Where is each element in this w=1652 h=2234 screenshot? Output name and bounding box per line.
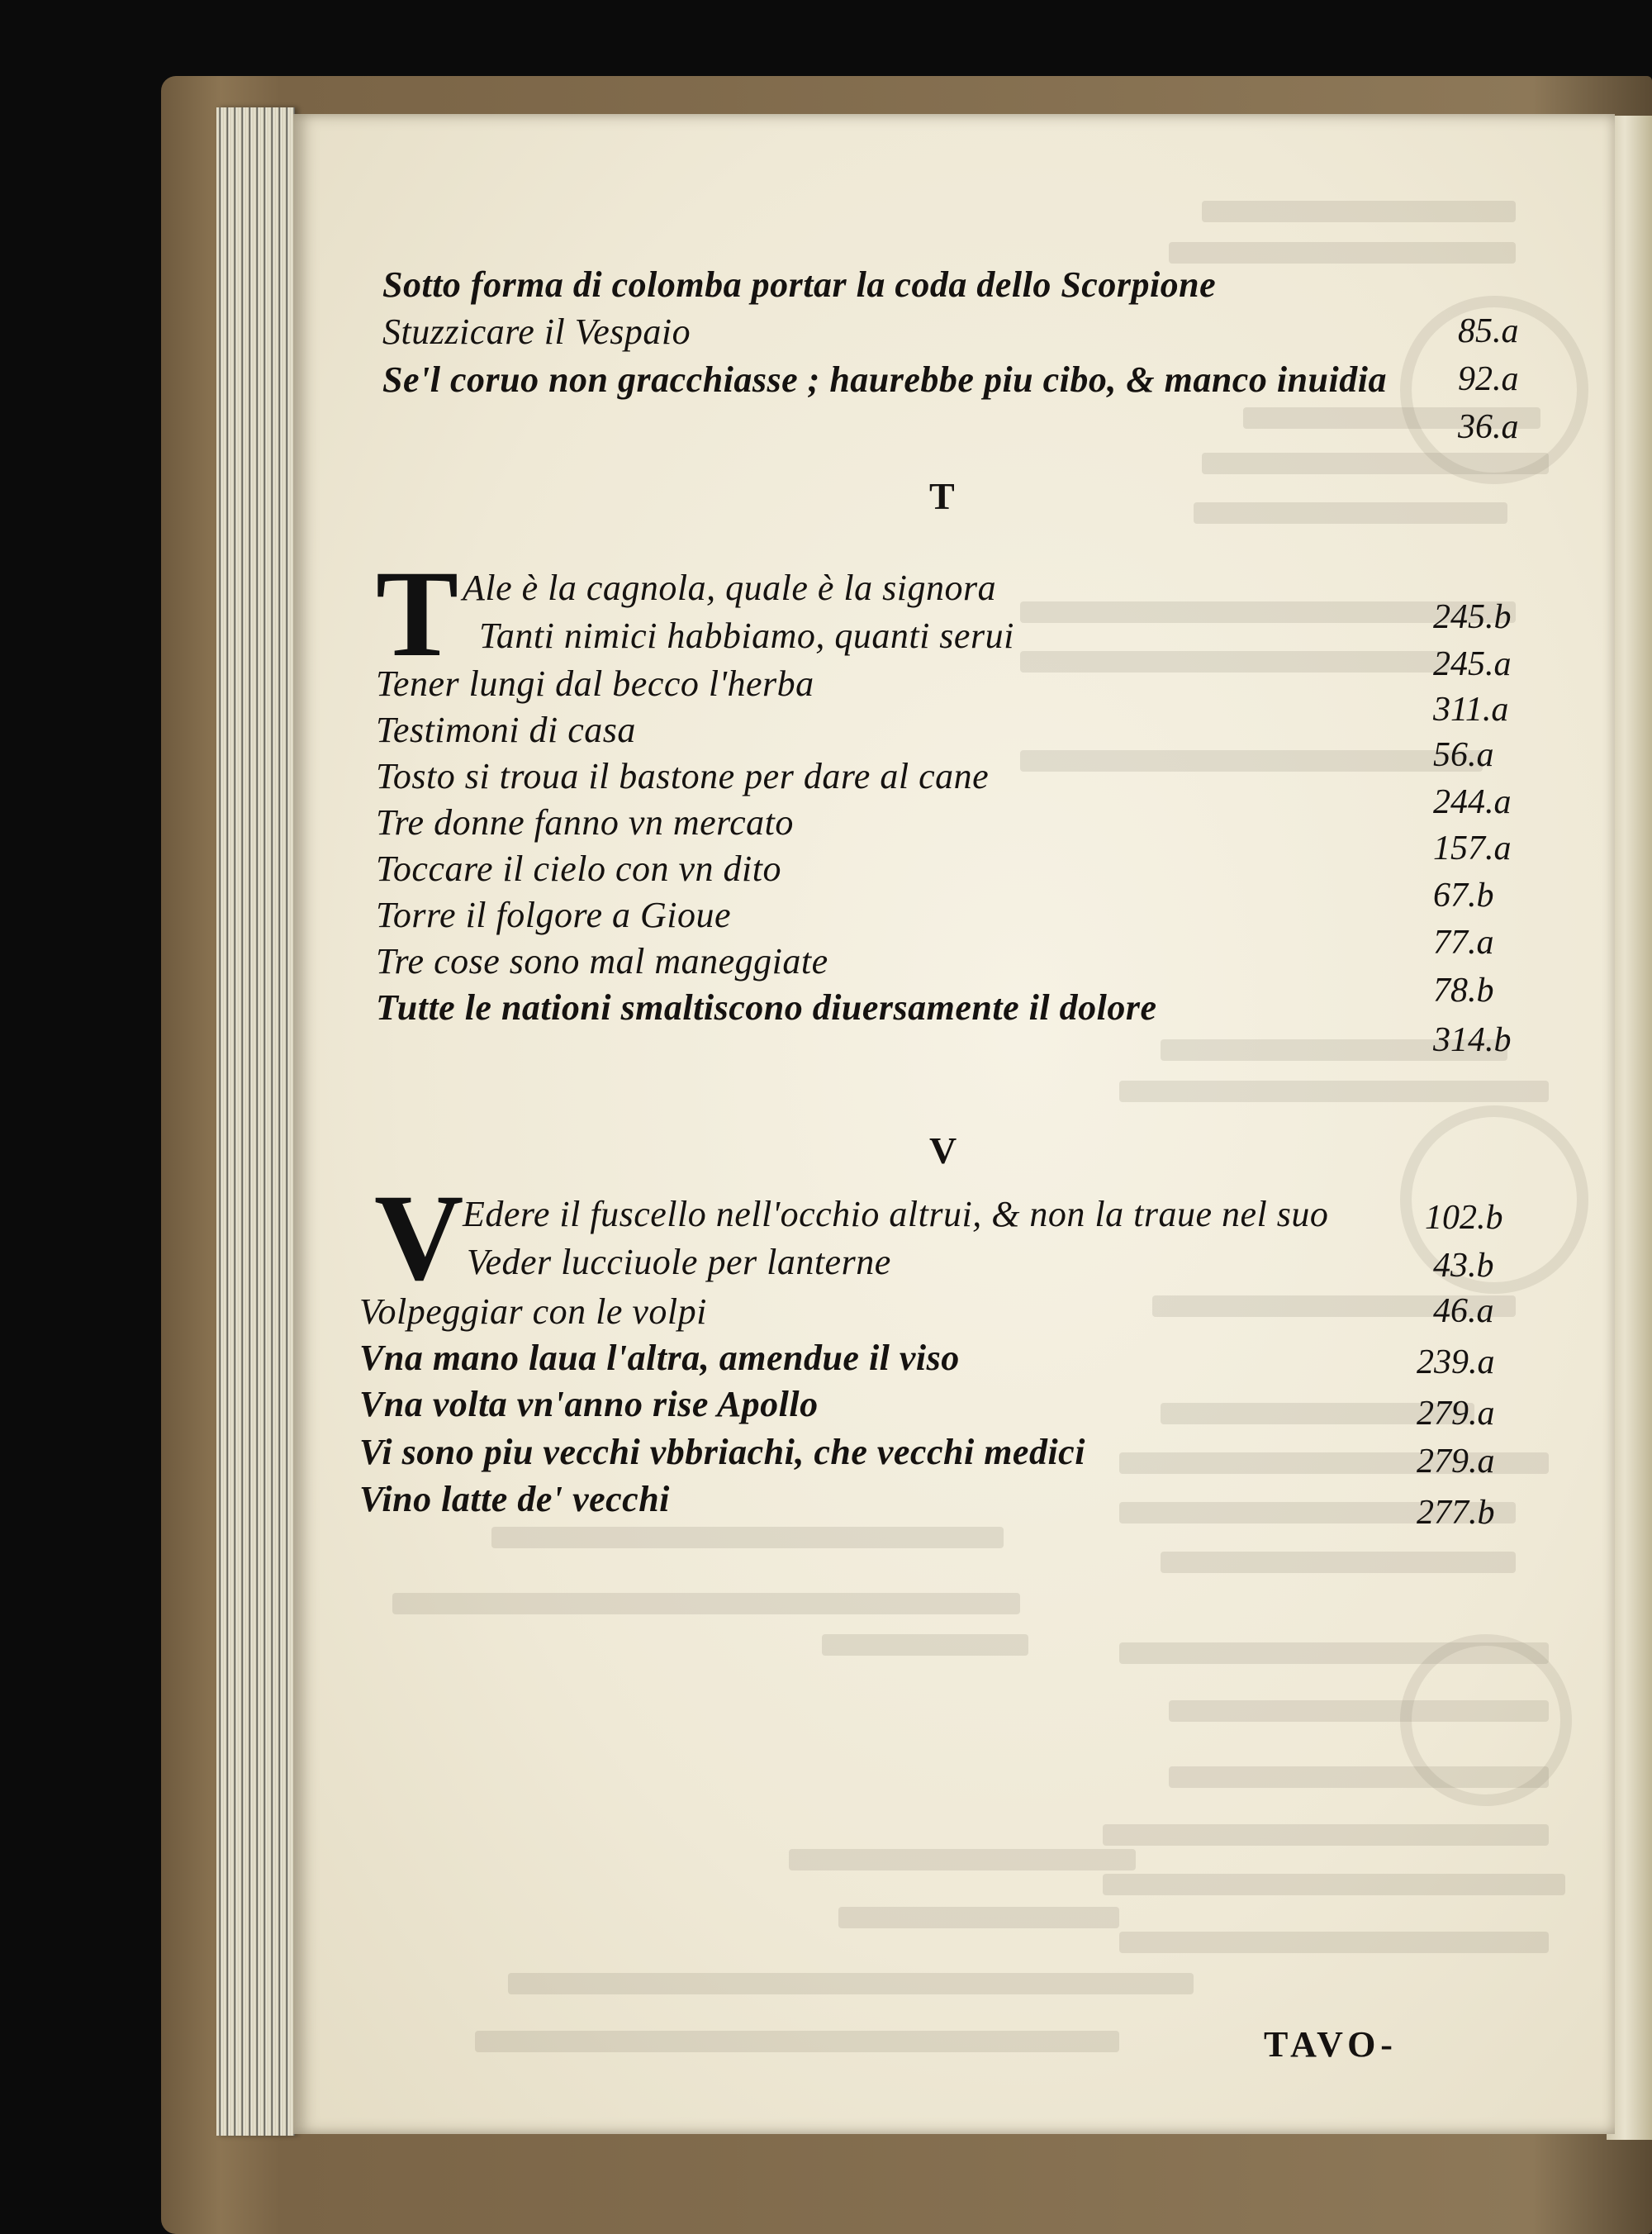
index-entry: Volpeggiar con le volpi	[359, 1291, 707, 1332]
index-entry: Vino latte de' vecchi	[359, 1479, 670, 1519]
index-entry: Vna volta vn'anno rise Apollo	[359, 1384, 819, 1424]
show-through	[293, 114, 1615, 2134]
page-reference: 279.a	[1417, 1443, 1495, 1481]
page-reference: 43.b	[1433, 1247, 1494, 1285]
index-entry: Se'l coruo non gracchiasse ; haurebbe piu cibo, & manco inuidia	[382, 359, 1387, 400]
index-entry: Stuzzicare il Vespaio	[382, 311, 691, 352]
index-entry: Tre donne fanno vn mercato	[376, 802, 794, 843]
index-entry: Tutte le nationi smaltiscono diuersamente il dolore	[376, 987, 1157, 1028]
page-reference: 244.a	[1433, 783, 1512, 821]
page-reference: 85.a	[1458, 312, 1519, 350]
page-edges	[216, 107, 295, 2136]
page-reference: 102.b	[1425, 1199, 1503, 1237]
page-reference: 67.b	[1433, 877, 1494, 915]
drop-cap-t: T	[376, 545, 459, 682]
index-entry: Tanti nimici habbiamo, quanti serui	[479, 616, 1014, 656]
index-entry: Edere il fuscello nell'occhio altrui, & non la traue nel suo	[463, 1194, 1329, 1234]
page-reference: 314.b	[1433, 1021, 1512, 1059]
page-reference: 78.b	[1433, 972, 1494, 1010]
page-reference: 277.b	[1417, 1494, 1495, 1532]
index-entry: Torre il folgore a Gioue	[376, 895, 732, 935]
index-entry: Tre cose sono mal maneggiate	[376, 941, 828, 982]
page-reference: 46.a	[1433, 1292, 1494, 1330]
index-entry: Toccare il cielo con vn dito	[376, 848, 781, 889]
page-reference: 157.a	[1433, 829, 1512, 867]
catchword: TAVO-	[1264, 2024, 1398, 2065]
section-heading-v: V	[929, 1129, 957, 1172]
page-reference: 56.a	[1433, 736, 1494, 774]
index-entry: Testimoni di casa	[376, 710, 636, 750]
drop-cap-v: V	[374, 1169, 464, 1306]
index-entry: Vi sono piu vecchi vbbriachi, che vecchi medici	[359, 1432, 1085, 1472]
index-entry: Tener lungi dal becco l'herba	[376, 663, 814, 704]
page-reference: 239.a	[1417, 1343, 1495, 1381]
page-reference: 77.a	[1433, 924, 1494, 962]
page-reference: 36.a	[1458, 408, 1519, 446]
page-reference: 279.a	[1417, 1395, 1495, 1433]
page-reference: 245.b	[1433, 598, 1512, 636]
index-entry: Ale è la cagnola, quale è la signora	[463, 568, 997, 608]
index-entry: Sotto forma di colomba portar la coda dello Scorpione	[382, 264, 1217, 305]
book-page	[293, 114, 1615, 2134]
index-entry: Veder lucciuole per lanterne	[467, 1242, 891, 1282]
index-entry: Tosto si troua il bastone per dare al cane	[376, 756, 990, 796]
page-reference: 245.a	[1433, 645, 1512, 683]
page-reference: 311.a	[1433, 691, 1509, 729]
page-reference: 92.a	[1458, 360, 1519, 398]
section-heading-t: T	[929, 475, 955, 517]
index-entry: Vna mano laua l'altra, amendue il viso	[359, 1338, 960, 1378]
